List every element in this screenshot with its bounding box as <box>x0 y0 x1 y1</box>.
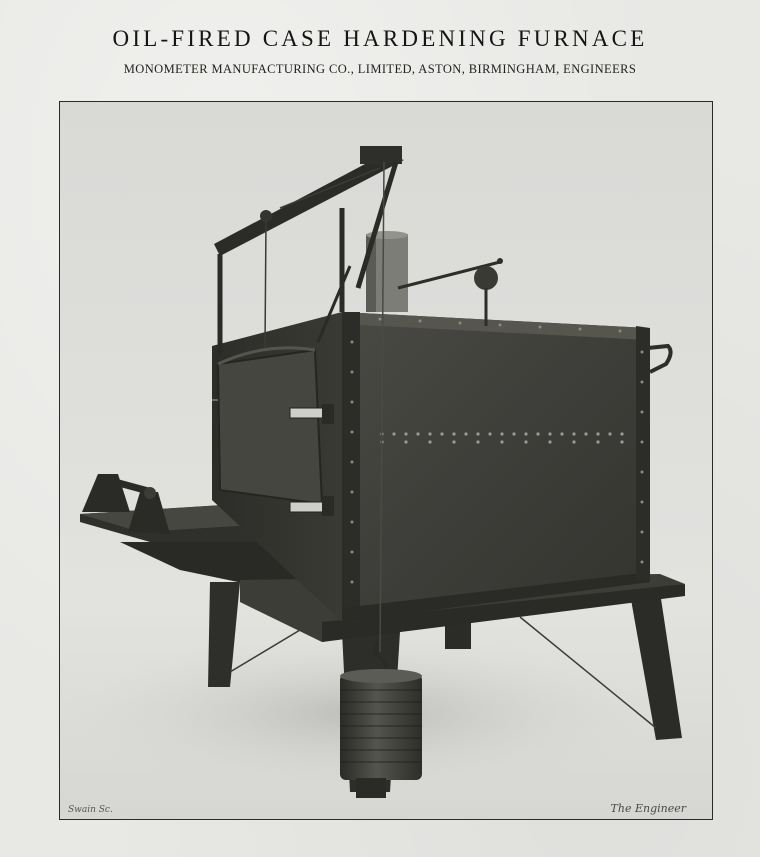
furnace-door <box>218 350 322 504</box>
engraver-signature: Swain Sc. <box>68 805 113 815</box>
side-handle <box>648 346 671 372</box>
manufacturer-line: MONOMETER MANUFACTURING CO., LIMITED, ASTON, BIRMINGHAM, ENGINEERS <box>123 62 637 76</box>
illustration-plate <box>59 101 713 820</box>
furnace-body-front <box>342 312 671 622</box>
furnace-illustration <box>60 102 713 820</box>
page-title: OIL-FIRED CASE HARDENING FURNACE <box>112 26 648 51</box>
publisher-mark: The Engineer <box>610 802 686 815</box>
